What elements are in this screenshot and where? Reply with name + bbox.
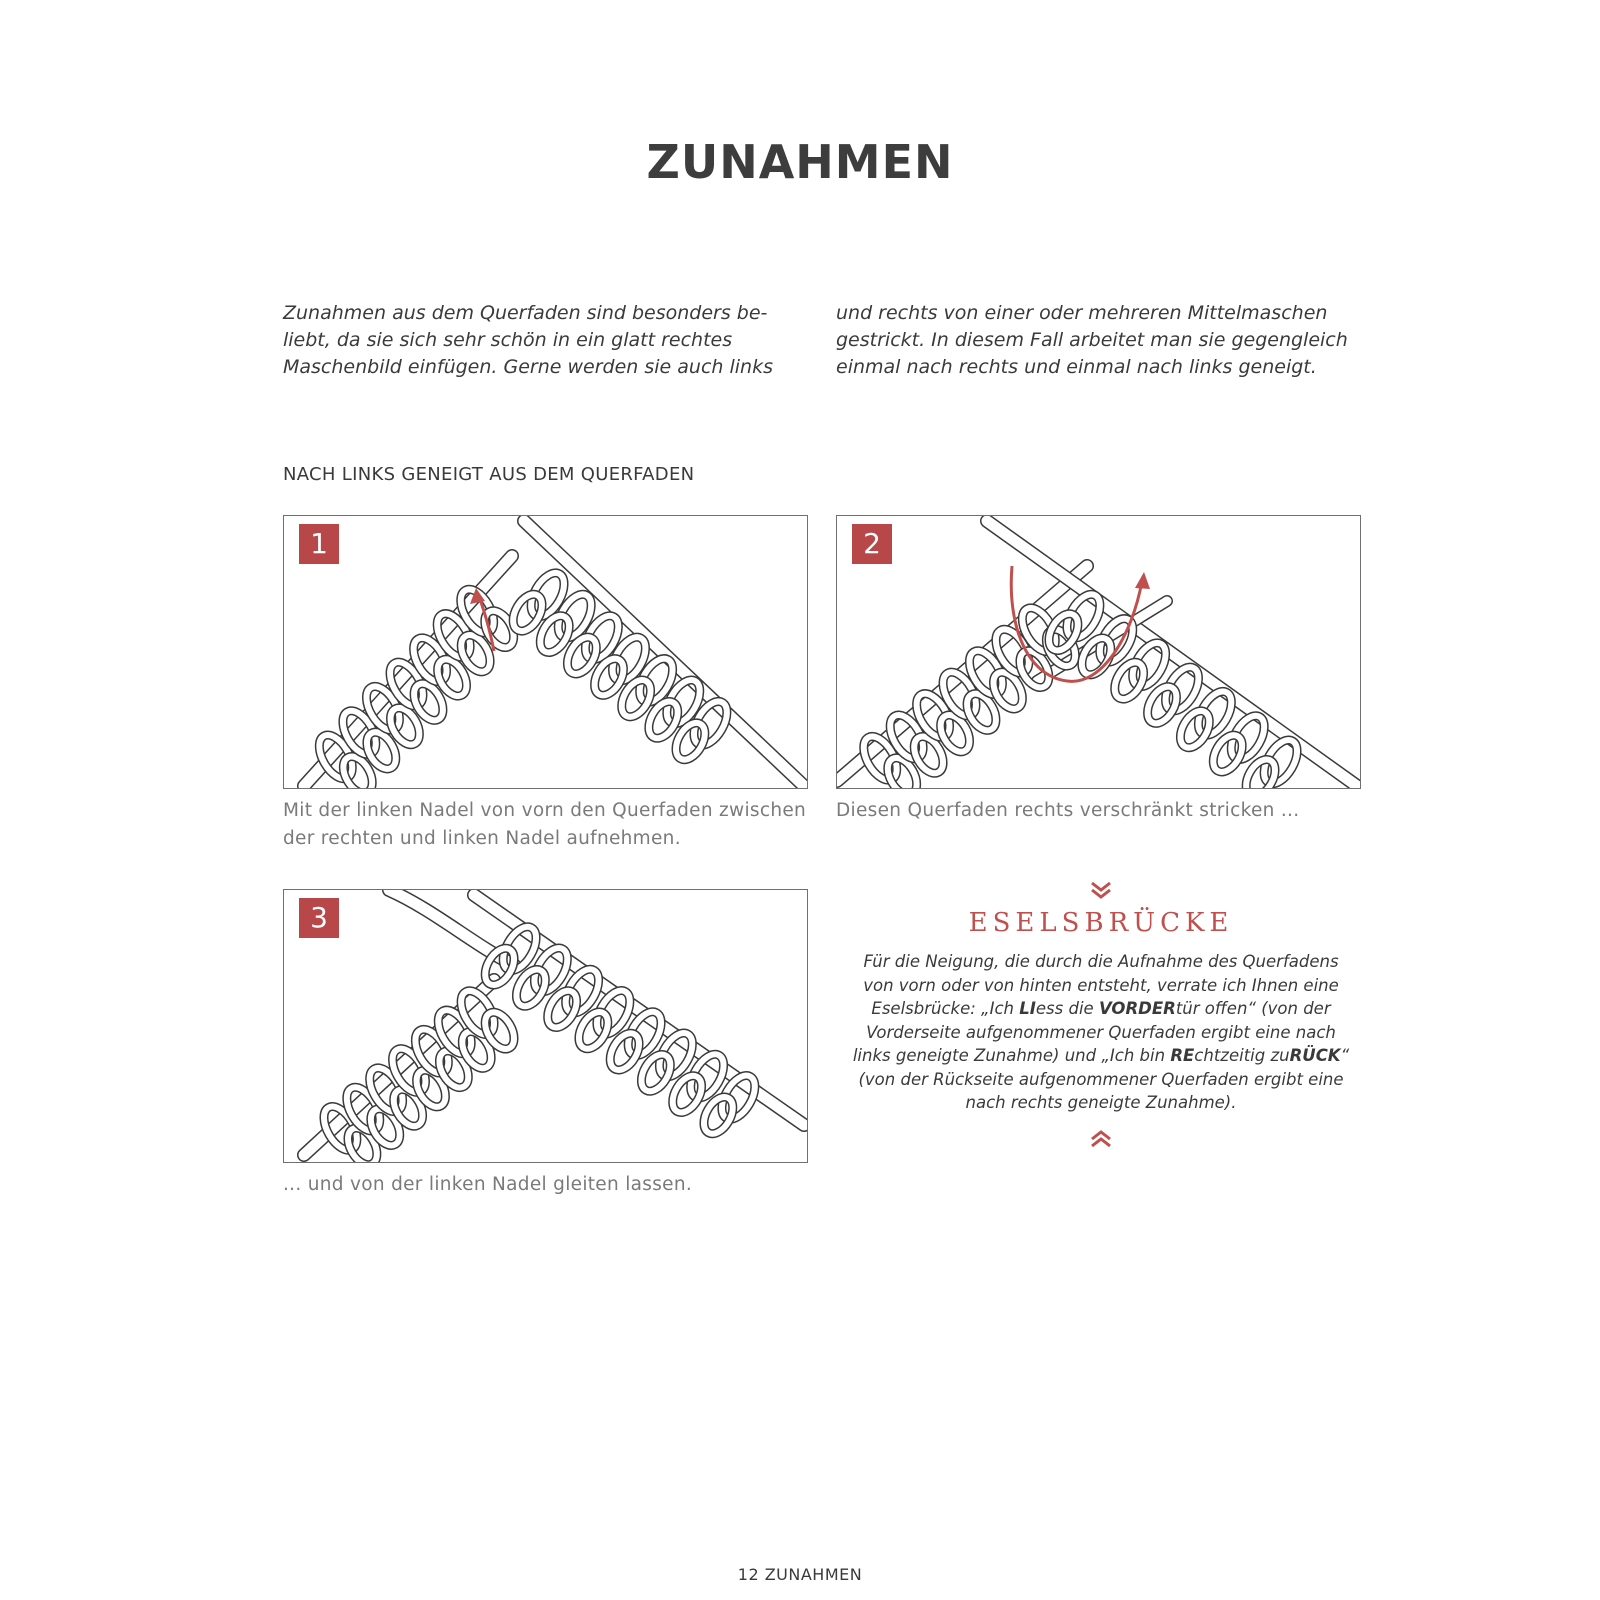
knitting-illustration-2 (837, 516, 1360, 788)
step-2-illustration (836, 515, 1361, 789)
intro-text-left: Zunahmen aus dem Querfaden sind besonders beliebt, da sie sich sehr schön in ein glatt rechtes Maschenbild einfügen. Gerne werden sie auch links (283, 302, 773, 378)
step-badge-2: 2 (852, 524, 892, 564)
section-heading: NACH LINKS GENEIGT AUS DEM QUERFADEN (283, 464, 695, 485)
knitting-illustration-1 (284, 516, 807, 788)
step-3-illustration (283, 889, 808, 1163)
step-badge-3: 3 (299, 898, 339, 938)
step-3-caption: ... und von der linken Nadel gleiten lassen. (283, 1174, 693, 1195)
page-footer: 12 ZUNAHMEN (737, 1565, 863, 1584)
page-title: ZUNAHMEN (646, 135, 954, 189)
step-1-illustration (283, 515, 808, 789)
tip-body: Für die Neigung, die durch die Aufnahme des Querfadens von vorn oder von hinten entsteht, verrate ich Ihnen eine Eselsbrücke: „Ich LIess die VORDERtür offen“ (von der Vorderseite aufgenommener Querfaden ergibt eine nach links geneigte Zunahme) und „Ich bin REchtzeitig zuRÜCK“ (von der Rückseite aufgenommener Querfaden ergibt eine nach rechts geneigte Zunahme). (852, 952, 1350, 1112)
chevron-up-double-icon (1089, 1129, 1113, 1149)
tip-box (836, 880, 1366, 1149)
knitting-illustration-3 (284, 890, 807, 1162)
tip-title: ESELSBRÜCKE (968, 908, 1234, 938)
step-1-caption: Mit der linken Nadel von vorn den Querfaden zwischen der rechten und linken Nadel aufnehmen. (283, 800, 807, 849)
chevron-down-double-icon (1089, 880, 1113, 900)
intro-text-right: und rechts von einer oder mehreren Mittelmaschen gestrickt. In diesem Fall arbeitet man sie gegengleich einmal nach rechts und einmal nach links geneigt. (836, 302, 1348, 378)
step-2-caption: Diesen Querfaden rechts verschränkt stricken ... (836, 800, 1300, 821)
step-badge-1: 1 (299, 524, 339, 564)
